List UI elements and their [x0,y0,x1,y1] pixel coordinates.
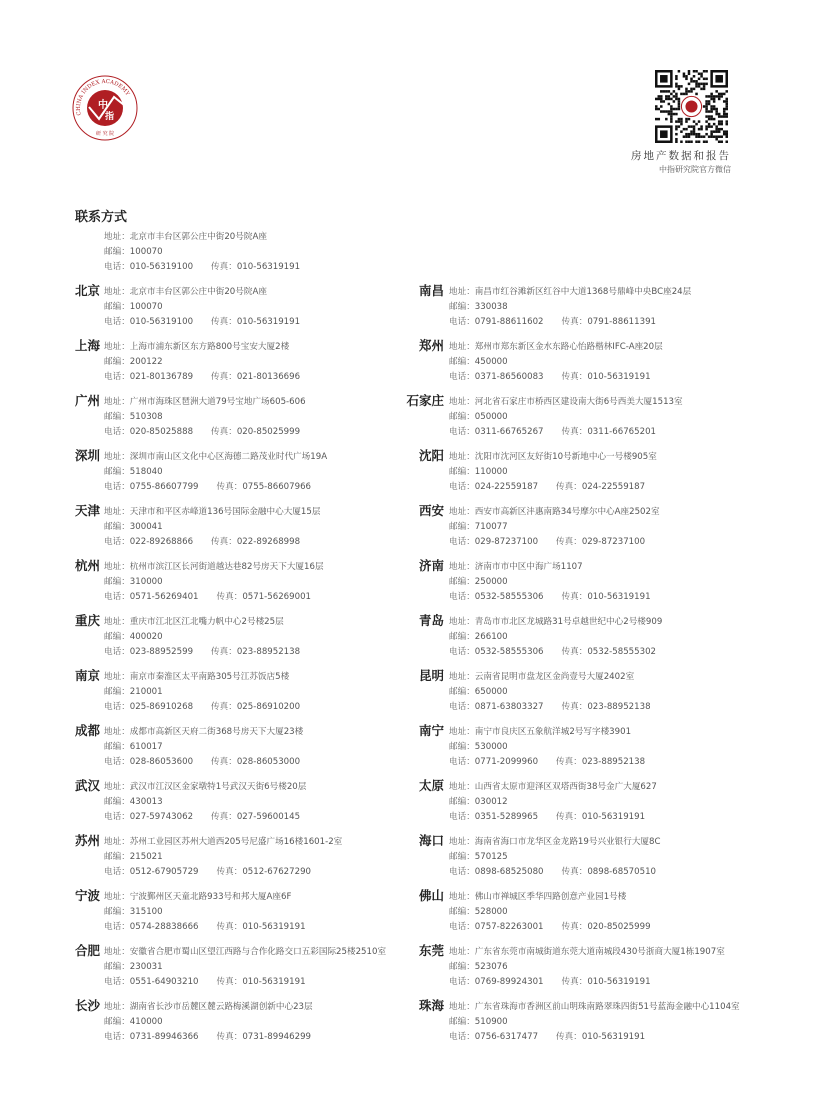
phone-label: 电话： [449,812,475,823]
phone-label: 电话： [104,702,130,713]
postcode-label: 邮编： [449,1017,475,1028]
phone-label: 电话： [104,922,130,933]
postcode-label: 邮编： [104,852,130,863]
svg-text:中: 中 [98,100,108,111]
postcode: 510900 [474,1017,508,1028]
fax: 010-56319191 [581,812,646,823]
postcode: 450000 [474,357,508,368]
postcode-label: 邮编： [449,632,475,643]
address-label: 地址： [449,672,475,682]
city-name: 青岛 [418,613,444,628]
city-name: 深圳 [75,448,101,463]
phone: 020-85025888 [129,427,194,438]
fax-label: 传真： [211,537,237,548]
fax-label: 传真： [211,812,237,823]
address-label: 地址： [449,892,475,902]
phone-label: 电话： [104,262,130,273]
fax-label: 传真： [556,812,582,823]
office-entry [75,393,306,441]
phone-label: 电话： [449,427,475,438]
phone-label: 电话： [449,702,475,713]
address-label: 地址： [104,507,130,517]
city-name: 昆明 [418,668,444,683]
office-entry [75,503,321,551]
city-name: 石家庄 [406,393,444,408]
address-label: 地址： [104,837,130,847]
office-entry [418,668,651,716]
fax: 021-80136696 [236,372,301,383]
qr-title: 房地产数据和报告 [631,150,731,162]
phone: 0351-5289965 [474,812,539,823]
office-entry [418,613,663,661]
address: 南昌市红谷滩新区红谷中大道1368号鼎峰中央BC座24层 [474,287,692,297]
city-name: 天津 [75,503,101,518]
postcode-label: 邮编： [104,797,130,808]
postcode: 100070 [129,302,163,313]
address: 北京市丰台区郭公庄中街20号院A座 [129,287,267,297]
city-name: 南昌 [418,283,444,298]
postcode: 570125 [474,852,508,863]
phone-label: 电话： [449,317,475,328]
postcode-label: 邮编： [449,412,475,423]
address-label: 地址： [104,617,130,627]
phone-label: 电话： [449,372,475,383]
address-label: 地址： [449,617,475,627]
postcode: 100070 [129,247,163,258]
address-label: 地址： [104,562,130,572]
fax: 029-87237100 [581,537,646,548]
postcode: 315100 [129,907,163,918]
address-label: 地址： [104,452,130,462]
postcode-label: 邮编： [104,1017,130,1028]
fax-label: 传真： [561,867,588,878]
fax-label: 传真： [561,922,588,933]
address: 北京市丰台区郭公庄中街20号院A座 [129,232,267,242]
postcode: 200122 [129,357,163,368]
fax-label: 传真： [556,482,582,493]
address: 武汉市江汉区金家墩特1号武汉天街6号楼20层 [129,782,307,792]
postcode-label: 邮编： [104,907,130,918]
address: 成都市高新区天府二街368号房天下大厦23楼 [129,727,304,737]
address-label: 地址： [104,947,130,957]
address-label: 地址： [104,892,130,902]
address-label: 地址： [104,727,130,737]
office-entry [75,338,301,386]
fax-label: 传真： [216,977,243,988]
svg-text:CHINA INDEX ACADEMY: CHINA INDEX ACADEMY [75,78,131,116]
city-name: 太原 [418,778,444,793]
address: 安徽省合肥市蜀山区望江西路与合作化路交口五彩国际25楼2510室 [129,947,387,957]
phone: 0757-82263001 [474,922,544,933]
address-label: 地址： [449,507,475,517]
postcode-label: 邮编： [104,742,130,753]
postcode: 710077 [474,522,508,533]
office-entry [75,778,307,826]
address-label: 地址： [449,562,475,572]
fax-label: 传真： [216,592,243,603]
postcode: 650000 [474,687,508,698]
fax: 0512-67627290 [242,867,312,878]
address-label: 地址： [104,342,130,352]
address: 云南省昆明市盘龙区金尚壹号大厦2402室 [474,672,635,682]
address: 广东省东莞市南城街道东莞大道南城段430号浙商大厦1栋1907室 [474,947,725,957]
postcode: 410000 [129,1017,163,1028]
city-name: 上海 [75,338,101,353]
address-label: 地址： [449,452,475,462]
address: 南宁市良庆区五象航洋城2号写字楼3901 [474,727,632,737]
phone: 0898-68525080 [474,867,544,878]
fax: 0755-86607966 [242,482,312,493]
postcode-label: 邮编： [104,962,130,973]
fax: 025-86910200 [236,702,301,713]
city-name: 郑州 [418,338,444,353]
phone-label: 电话： [449,867,475,878]
phone: 0551-64903210 [129,977,199,988]
office-entry [75,833,343,881]
china-index-academy-logo [72,75,138,141]
fax-label: 传真： [216,1032,243,1043]
postcode-label: 邮编： [104,467,130,478]
postcode: 523076 [474,962,508,973]
phone-label: 电话： [104,482,130,493]
fax: 022-89268998 [236,537,301,548]
phone-label: 电话： [449,592,475,603]
address: 天津市和平区赤峰道136号国际金融中心大厦15层 [129,507,321,517]
postcode-label: 邮编： [449,962,475,973]
address: 南京市秦淮区太平南路305号江苏饭店5楼 [129,672,290,682]
city-name: 南京 [75,668,101,683]
city-name: 苏州 [75,833,101,848]
address-label: 地址： [449,287,475,297]
city-name: 武汉 [75,778,101,793]
city-name: 宁波 [75,888,101,903]
fax: 023-88952138 [587,702,651,713]
address-label: 地址： [104,287,130,297]
postcode: 030012 [474,797,508,808]
phone: 025-86910268 [129,702,194,713]
city-name: 合肥 [75,943,101,958]
phone: 0371-86560083 [474,372,544,383]
phone: 024-22559187 [474,482,539,493]
address: 青岛市市北区龙城路31号卓越世纪中心2号楼909 [474,617,663,627]
phone-label: 电话： [104,1032,130,1043]
postcode-label: 邮编： [104,302,130,313]
office-entry [418,998,740,1046]
fax: 020-85025999 [236,427,301,438]
postcode-label: 邮编： [104,357,130,368]
phone: 028-86053600 [129,757,194,768]
postcode: 430013 [129,797,163,808]
fax-label: 传真： [216,867,243,878]
phone-label: 电话： [449,977,475,988]
fax: 0571-56269001 [242,592,312,603]
phone-label: 电话： [449,482,475,493]
address: 广东省珠海市香洲区前山明珠南路翠珠四街51号蓝海金融中心1104室 [474,1002,740,1012]
fax: 0311-66765201 [587,427,657,438]
office-entry [75,283,301,331]
svg-text:指: 指 [105,112,115,122]
phone: 023-88952599 [129,647,194,658]
postcode-label: 邮编： [104,247,130,258]
postcode: 230031 [129,962,163,973]
office-entry [75,943,387,991]
phone: 0512-67905729 [129,867,199,878]
address-label: 地址： [449,1002,475,1012]
phone-label: 电话： [449,647,475,658]
postcode: 300041 [129,522,163,533]
office-entry [406,393,683,441]
fax: 023-88952138 [236,647,301,658]
postcode-label: 邮编： [449,907,475,918]
postcode-label: 邮编： [104,412,130,423]
postcode-label: 邮编： [449,522,475,533]
address: 西安市高新区沣惠南路34号摩尔中心A座2502室 [474,507,660,517]
city-name: 广州 [75,393,101,408]
phone: 0871-63803327 [474,702,544,713]
phone: 0532-58555306 [474,647,544,658]
postcode: 330038 [474,302,508,313]
address-label: 地址： [104,397,130,407]
svg-text:研 究 院: 研 究 院 [96,131,115,137]
city-name: 重庆 [75,613,101,628]
address: 苏州工业园区苏州大道西205号尼盛广场16楼1601-2室 [129,837,343,847]
phone-label: 电话： [104,427,130,438]
address-label: 地址： [104,672,130,682]
city-name: 济南 [418,558,444,573]
fax: 010-56319191 [587,592,651,603]
phone: 021-80136789 [129,372,194,383]
address: 深圳市南山区文化中心区海德二路茂业时代广场19A [129,452,328,462]
postcode-label: 邮编： [449,467,475,478]
phone: 029-87237100 [474,537,539,548]
phone: 0574-28838666 [129,922,199,933]
address: 上海市浦东新区东方路800号宝安大厦2楼 [129,342,290,352]
city-name: 北京 [75,283,101,298]
address-label: 地址： [104,1002,130,1012]
postcode-label: 邮编： [104,522,130,533]
postcode: 528000 [474,907,508,918]
postcode: 110000 [474,467,508,478]
phone: 0731-89946366 [129,1032,199,1043]
fax-label: 传真： [211,702,237,713]
office-entry [418,558,651,606]
address: 重庆市江北区江北嘴力帆中心2号楼25层 [129,617,284,627]
phone-label: 电话： [104,757,130,768]
fax-label: 传真： [561,372,588,383]
office-entry [75,558,324,606]
postcode-label: 邮编： [449,687,475,698]
phone-label: 电话： [104,537,130,548]
phone: 0769-89924301 [474,977,544,988]
city-name: 东莞 [418,943,444,958]
phone: 027-59743062 [129,812,194,823]
phone-label: 电话： [449,922,475,933]
city-name: 西安 [418,503,444,518]
postcode-label: 邮编： [104,577,130,588]
office-entry [75,723,304,771]
address: 海南省海口市龙华区金龙路19号兴业银行大厦8C [474,837,661,847]
address: 杭州市滨江区长河街道越达巷82号房天下大厦16层 [129,562,324,572]
fax-label: 传真： [211,262,237,273]
fax-label: 传真： [561,427,588,438]
city-name: 杭州 [75,558,101,573]
fax: 0898-68570510 [587,867,657,878]
fax-label: 传真： [211,317,237,328]
address-label: 地址： [104,782,130,792]
postcode: 050000 [474,412,508,423]
wechat-qr-code [655,70,728,143]
office-entry [418,943,725,991]
office-entry [418,448,657,496]
fax-label: 传真： [561,317,588,328]
fax-label: 传真： [211,427,237,438]
postcode: 310000 [129,577,163,588]
city-name: 珠海 [418,998,444,1013]
postcode: 518040 [129,467,163,478]
phone: 0756-6317477 [474,1032,539,1043]
section-title: 联系方式 [75,210,128,225]
postcode: 530000 [474,742,508,753]
address: 佛山市禅城区季华四路创意产业园1号楼 [474,892,627,902]
city-name: 海口 [418,833,444,848]
city-name: 佛山 [418,888,444,903]
fax-label: 传真： [561,592,588,603]
address: 沈阳市沈河区友好街10号新地中心一号楼905室 [474,452,657,462]
fax-label: 传真： [216,482,243,493]
phone: 0791-88611602 [474,317,544,328]
postcode: 400020 [129,632,163,643]
fax-label: 传真： [216,922,243,933]
fax: 010-56319191 [236,262,301,273]
fax: 010-56319191 [236,317,301,328]
fax-label: 传真： [556,1032,582,1043]
postcode-label: 邮编： [449,577,475,588]
phone-label: 电话： [104,977,130,988]
fax: 028-86053000 [236,757,301,768]
postcode-label: 邮编： [449,852,475,863]
city-name: 沈阳 [418,448,444,463]
postcode: 250000 [474,577,508,588]
postcode-label: 邮编： [449,742,475,753]
postcode: 266100 [474,632,508,643]
fax: 020-85025999 [587,922,651,933]
fax: 010-56319191 [242,977,306,988]
city-name: 南宁 [418,723,444,738]
fax-label: 传真： [211,647,237,658]
phone-label: 电话： [449,757,475,768]
office-entry [418,778,657,826]
address-label: 地址： [449,397,475,407]
fax: 010-56319191 [587,977,651,988]
office-entry [75,613,301,661]
phone-label: 电话： [104,592,130,603]
phone: 0532-58555306 [474,592,544,603]
postcode-label: 邮编： [449,797,475,808]
postcode-label: 邮编： [104,632,130,643]
address: 湖南省长沙市岳麓区麓云路梅溪湖创新中心23层 [129,1002,313,1012]
phone-label: 电话： [104,812,130,823]
address-label: 地址： [449,837,475,847]
office-entry [418,888,651,936]
fax-label: 传真： [561,647,588,658]
address-label: 地址： [449,782,475,792]
office-entry [418,503,660,551]
fax: 010-56319191 [587,372,651,383]
qr-subtitle: 中指研究院官方微信 [659,165,731,174]
phone: 0571-56269401 [129,592,199,603]
office-entry [75,668,301,716]
office-entry [75,448,328,496]
office-entry [418,723,646,771]
phone: 0771-2099960 [474,757,539,768]
office-entry [418,283,692,331]
address: 广州市海珠区琶洲大道79号宝地广场605-606 [129,397,306,407]
fax-label: 传真： [561,702,588,713]
postcode: 215021 [129,852,163,863]
fax-label: 传真： [556,537,582,548]
office-entry [75,888,306,936]
phone-label: 电话： [104,647,130,658]
address: 宁波鄞州区天童北路933号和邦大厦A座6F [129,892,292,902]
fax: 010-56319191 [581,1032,646,1043]
postcode-label: 邮编： [449,357,475,368]
fax: 027-59600145 [236,812,301,823]
fax: 0791-88611391 [587,317,657,328]
phone-label: 电话： [104,372,130,383]
phone: 0311-66765267 [474,427,544,438]
postcode-label: 邮编： [104,687,130,698]
office-entry [75,998,313,1046]
phone: 0755-86607799 [129,482,199,493]
fax: 023-88952138 [581,757,646,768]
city-name: 成都 [75,723,101,738]
address: 河北省石家庄市桥西区建设南大街6号西美大厦1513室 [474,397,683,407]
fax-label: 传真： [211,372,237,383]
postcode: 510308 [129,412,163,423]
postcode-label: 邮编： [449,302,475,313]
address-label: 地址： [449,342,475,352]
address: 郑州市郑东新区金水东路心怡路楷林IFC-A座20层 [474,342,663,352]
fax: 0532-58555302 [587,647,657,658]
address-label: 地址： [449,727,475,737]
fax-label: 传真： [556,757,582,768]
phone: 022-89268866 [129,537,194,548]
fax-label: 传真： [211,757,237,768]
fax-label: 传真： [561,977,588,988]
fax: 010-56319191 [242,922,306,933]
office-entry [418,338,663,386]
address-label: 地址： [449,947,475,957]
phone-label: 电话： [449,1032,475,1043]
address-label: 地址： [104,232,130,242]
phone-label: 电话： [104,317,130,328]
phone: 010-56319100 [129,262,194,273]
city-name: 长沙 [75,998,101,1013]
phone-label: 电话： [104,867,130,878]
address: 山西省太原市迎泽区双塔西街38号金广大厦627 [474,782,657,792]
fax: 024-22559187 [581,482,646,493]
phone-label: 电话： [449,537,475,548]
postcode: 610017 [129,742,163,753]
postcode: 210001 [129,687,163,698]
address: 济南市市中区中海广场1107 [474,562,583,572]
phone: 010-56319100 [129,317,194,328]
office-entry [104,230,300,276]
office-entry [418,833,661,881]
fax: 0731-89946299 [242,1032,312,1043]
